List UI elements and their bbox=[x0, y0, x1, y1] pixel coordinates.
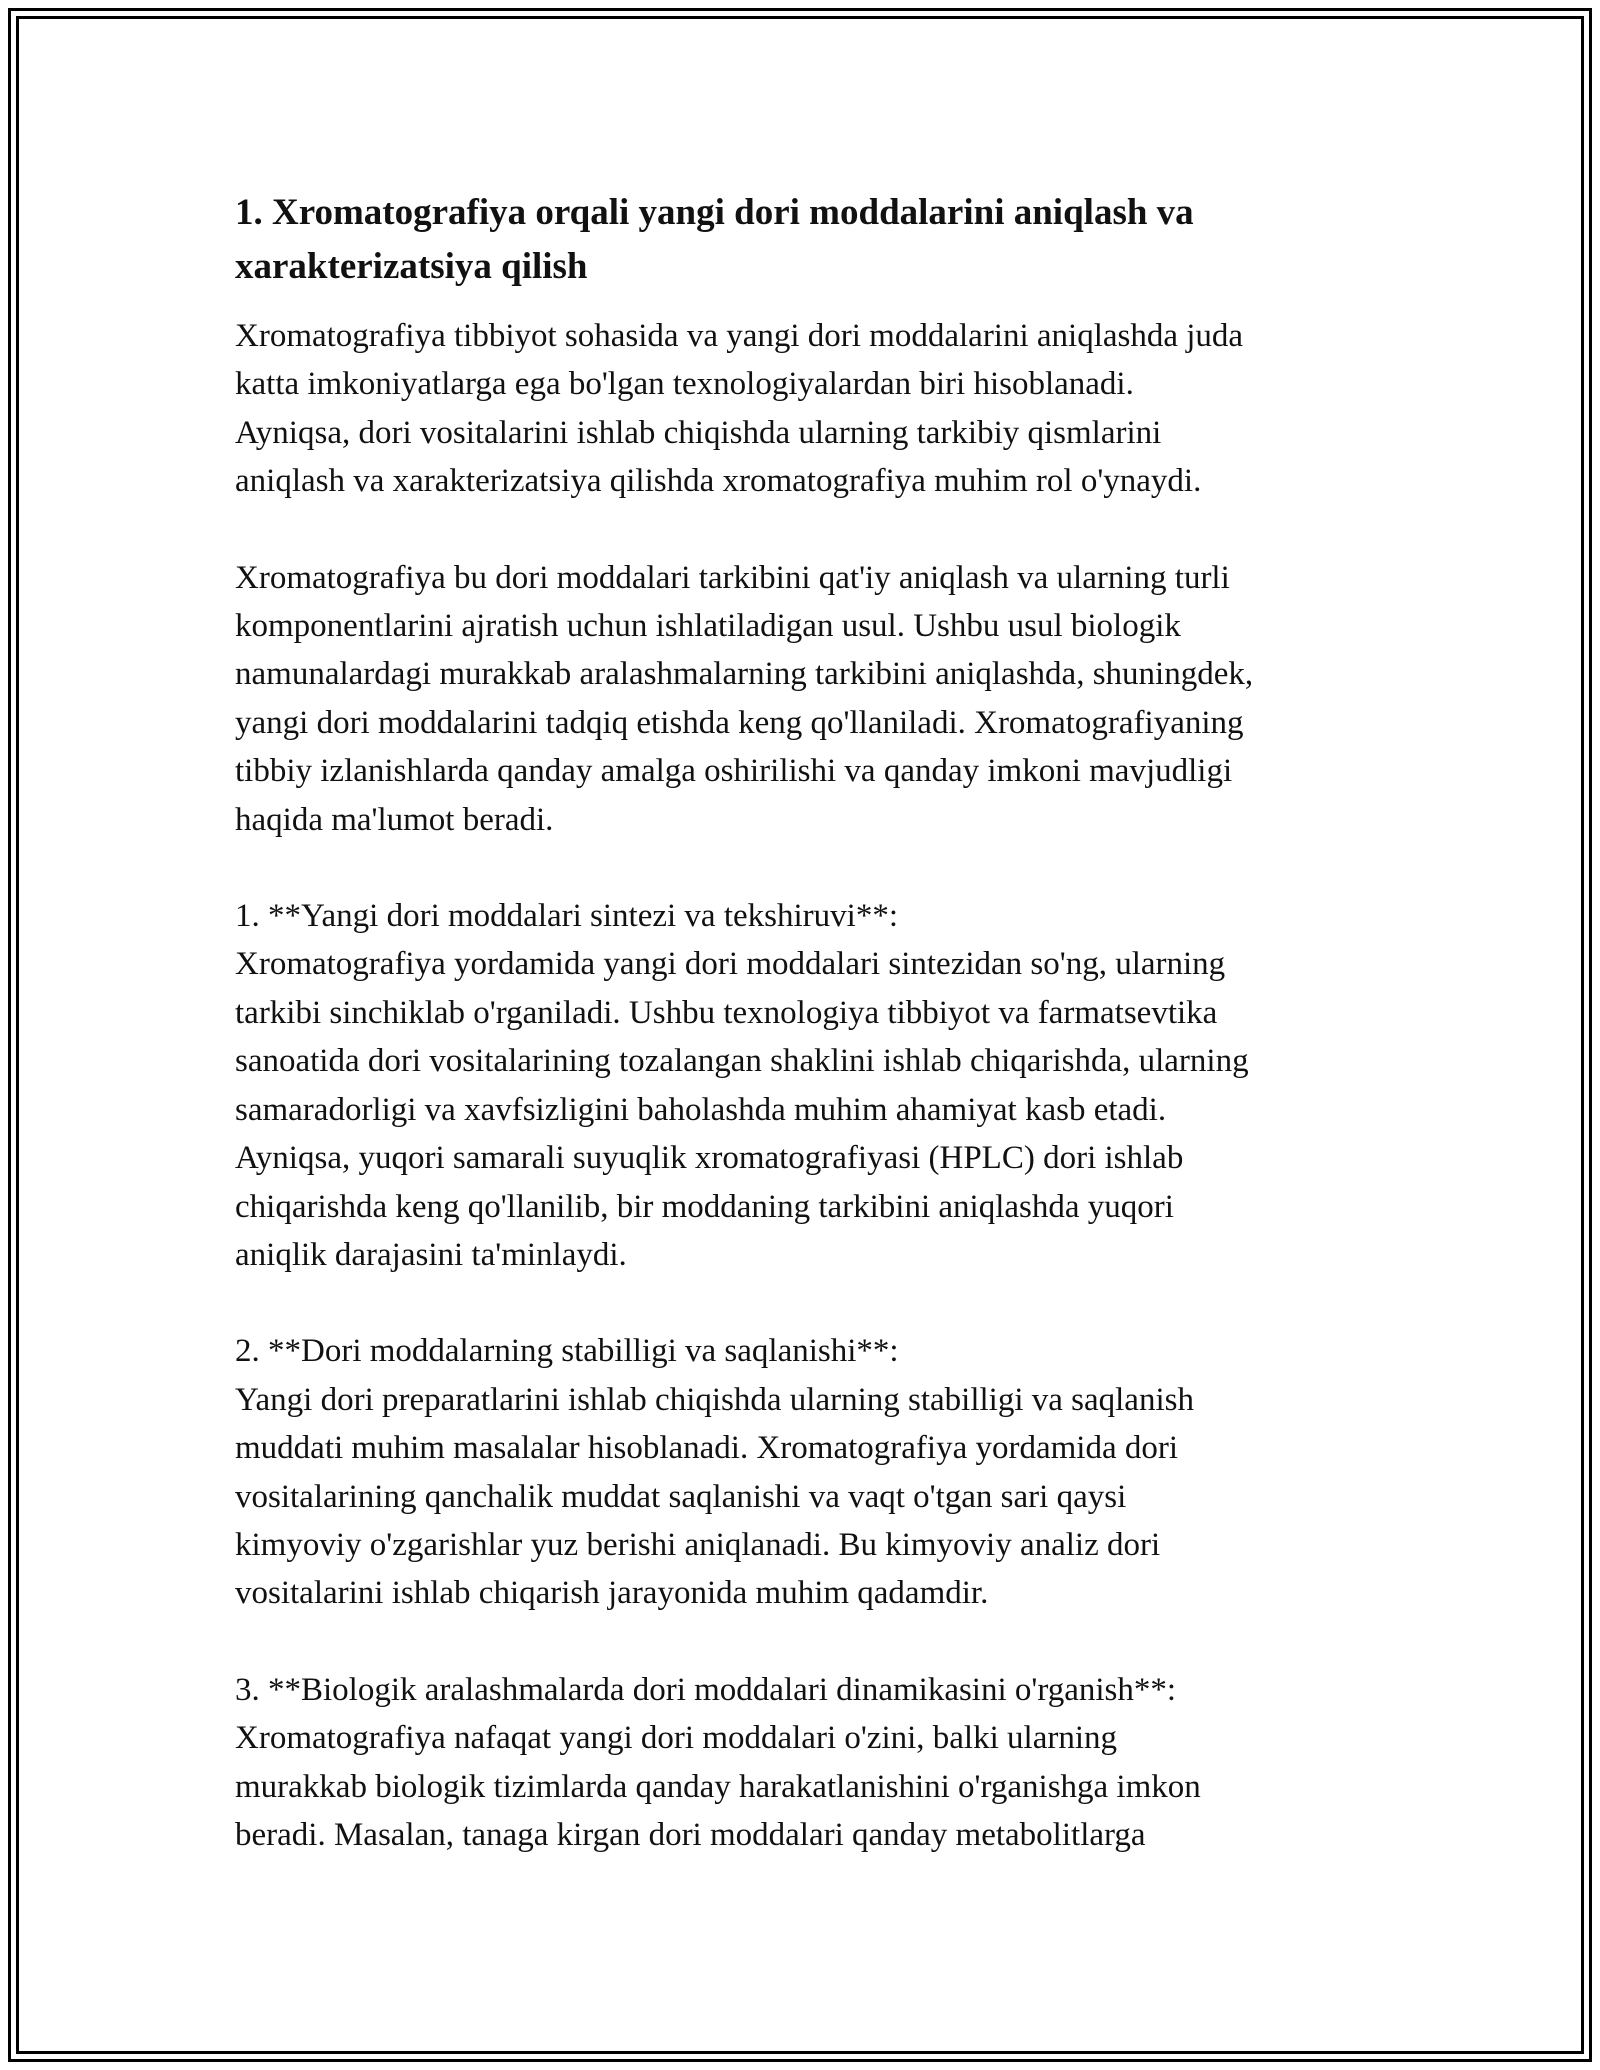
document-title bbox=[235, 186, 1375, 294]
text-line: yangi dori moddalarini tadqiq etishda keng qo'llaniladi. Xromatografiyaning bbox=[235, 704, 1244, 741]
paragraph-item-2 bbox=[235, 1327, 1375, 1617]
text-line: namunalardagi murakkab aralashmalarning tarkibini aniqlashda, shuningdek, bbox=[235, 656, 1254, 693]
text-line: Xromatografiya bu dori moddalari tarkibini qat'iy aniqlash va ularning turli bbox=[235, 559, 1230, 596]
paragraph-intro bbox=[235, 312, 1375, 506]
title-line: 1. Xromatografiya orqali yangi dori moddalarini aniqlash va bbox=[235, 192, 1194, 233]
text-line: komponentlarini ajratish uchun ishlatiladigan usul. Ushbu usul biologik bbox=[235, 608, 1181, 645]
text-line: Ayniqsa, dori vositalarini ishlab chiqishda ularning tarkibiy qismlarini bbox=[235, 414, 1162, 451]
paragraph-method bbox=[235, 554, 1375, 844]
text-line: vositalarining qanchalik muddat saqlanishi va vaqt o'tgan sari qaysi bbox=[235, 1478, 1127, 1515]
text-line: tarkibi sinchiklab o'rganiladi. Ushbu texnologiya tibbiyot va farmatsevtika bbox=[235, 994, 1218, 1031]
text-line: 2. **Dori moddalarning stabilligi va saqlanishi**: bbox=[235, 1333, 899, 1370]
text-line: beradi. Masalan, tanaga kirgan dori moddalari qanday metabolitlarga bbox=[235, 1816, 1146, 1853]
text-line: Xromatografiya yordamida yangi dori moddalari sintezidan so'ng, ularning bbox=[235, 946, 1226, 983]
paragraph-item-3 bbox=[235, 1666, 1375, 1860]
text-line: 1. **Yangi dori moddalari sintezi va tekshiruvi**: bbox=[235, 898, 898, 935]
text-line: Xromatografiya nafaqat yangi dori moddalari o'zini, balki ularning bbox=[235, 1720, 1117, 1757]
text-line: Yangi dori preparatlarini ishlab chiqishda ularning stabilligi va saqlanish bbox=[235, 1381, 1194, 1418]
text-line: murakkab biologik tizimlarda qanday harakatlanishini o'rganishga imkon bbox=[235, 1768, 1201, 1805]
text-line: aniqlik darajasini ta'minlaydi. bbox=[235, 1236, 627, 1273]
text-line: tibbiy izlanishlarda qanday amalga oshirilishi va qanday imkoni mavjudligi bbox=[235, 753, 1233, 790]
title-line: xarakterizatsiya qilish bbox=[235, 246, 588, 287]
text-line: Xromatografiya tibbiyot sohasida va yangi dori moddalarini aniqlashda juda bbox=[235, 318, 1244, 354]
paragraph-item-1 bbox=[235, 892, 1375, 1279]
text-line: vositalarini ishlab chiqarish jarayonida muhim qadamdir. bbox=[235, 1575, 989, 1612]
text-line: kimyoviy o'zgarishlar yuz berishi aniqlanadi. Bu kimyoviy analiz dori bbox=[235, 1526, 1161, 1563]
text-line: 3. **Biologik aralashmalarda dori moddalari dinamikasini o'rganish**: bbox=[235, 1671, 1177, 1708]
text-line: samaradorligi va xavfsizligini baholashda muhim ahamiyat kasb etadi. bbox=[235, 1091, 1167, 1128]
text-line: chiqarishda keng qo'llanilib, bir moddaning tarkibini aniqlashda yuqori bbox=[235, 1188, 1174, 1225]
text-line: muddati muhim masalalar hisoblanadi. Xromatografiya yordamida dori bbox=[235, 1430, 1178, 1467]
document-body bbox=[235, 186, 1375, 1859]
text-line: haqida ma'lumot beradi. bbox=[235, 801, 554, 838]
text-line: katta imkoniyatlarga ega bo'lgan texnologiyalardan biri hisoblanadi. bbox=[235, 366, 1134, 403]
text-line: Ayniqsa, yuqori samarali suyuqlik xromatografiyasi (HPLC) dori ishlab bbox=[235, 1140, 1184, 1177]
text-line: sanoatida dori vositalarining tozalangan shaklini ishlab chiqarishda, ularning bbox=[235, 1043, 1249, 1080]
text-line: aniqlash va xarakterizatsiya qilishda xromatografiya muhim rol o'ynaydi. bbox=[235, 463, 1202, 500]
